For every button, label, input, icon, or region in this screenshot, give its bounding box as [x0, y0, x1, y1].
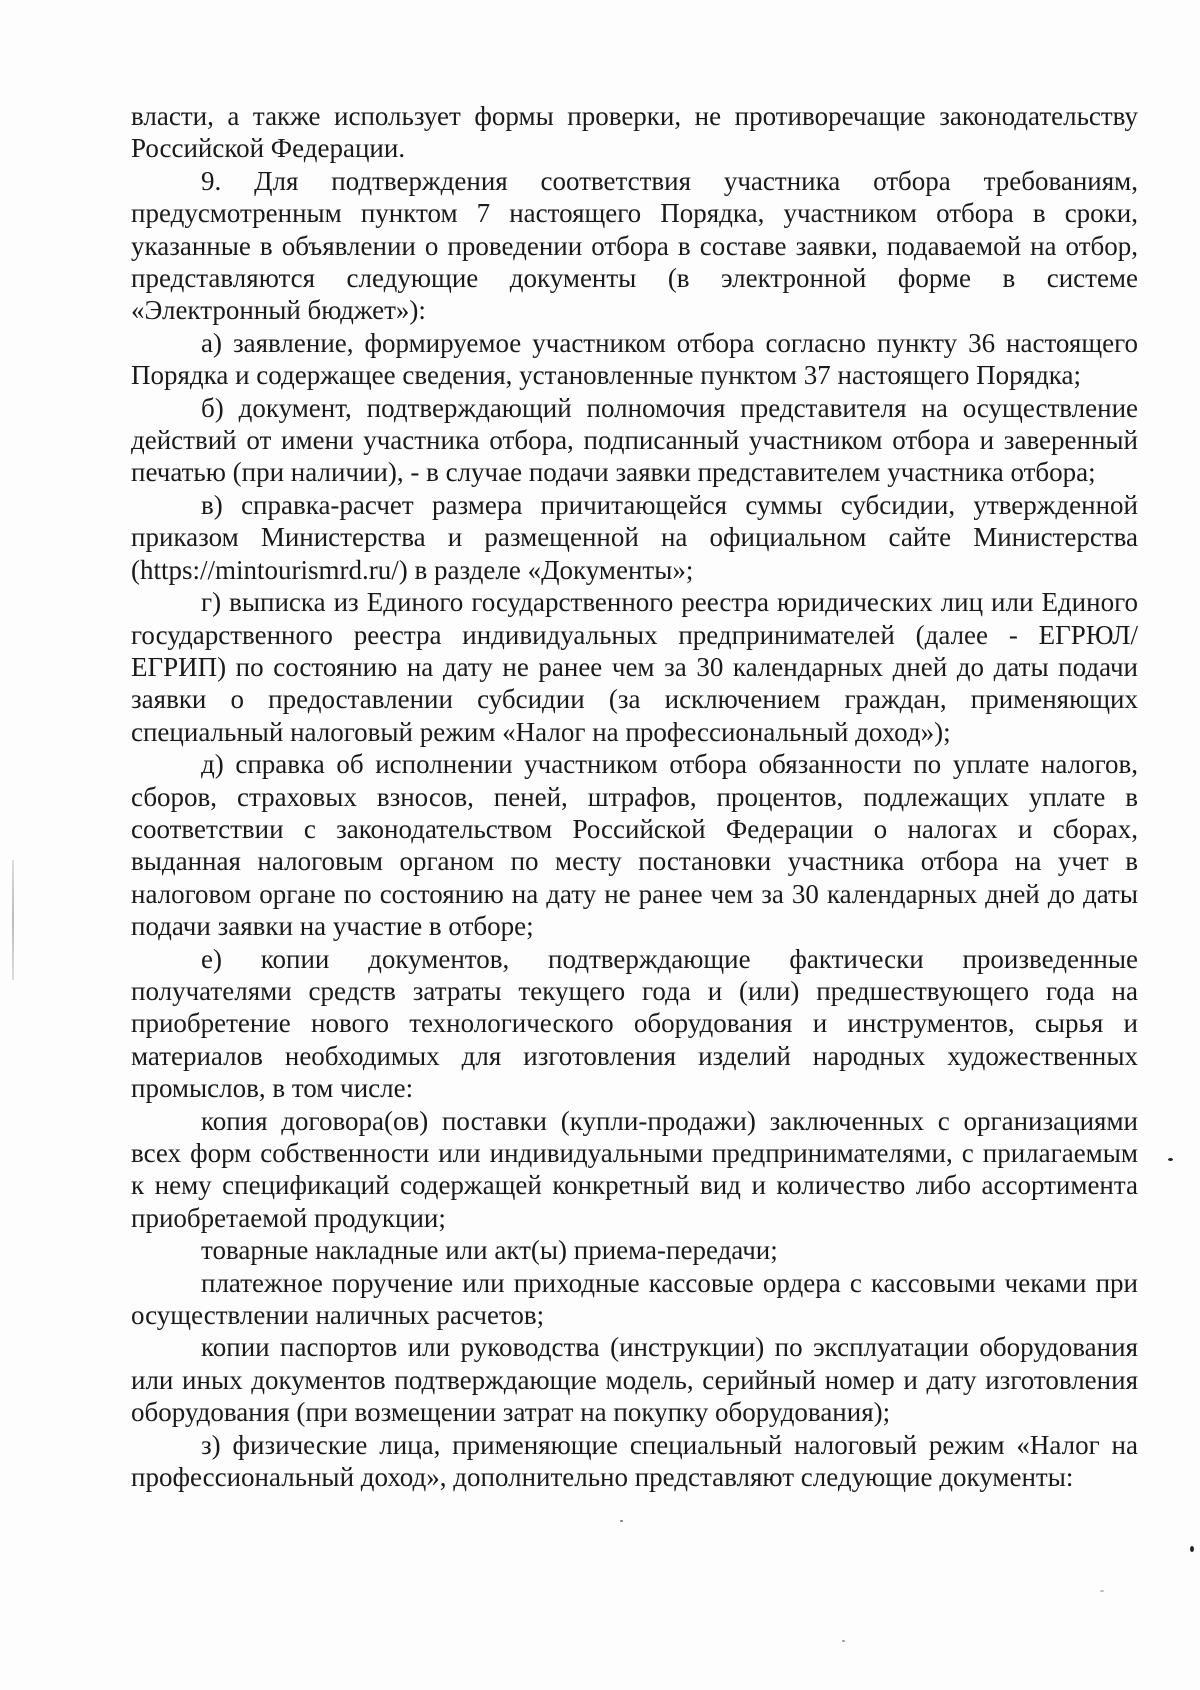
paragraph-subitem-invoices: товарные накладные или акт(ы) приема-передачи; [201, 1235, 778, 1266]
paragraph-item-b: б) документ, подтверждающий полномочия представителя на осуществление действий от имени участника отбора, подписанный участником отбора и заверенный печатью (при наличии), - в случае подачи заявки представителем участника отбора; [131, 392, 1138, 488]
paragraph-item-a: а) заявление, формируемое участником отбора согласно пункту 36 настоящего Порядка и содержащее сведения, установленные пунктом 37 настоящего Порядка; [131, 327, 1138, 391]
paragraph-item-g: г) выписка из Единого государственного реестра юридических лиц или Единого государственного реестра индивидуальных предпринимателей (далее - ЕГРЮЛ/ЕГРИП) по состоянию на дату не ранее чем за 30 календарных дней до даты подачи заявки о предоставлении субсидии (за исключением граждан, применяющих специальный налоговый режим «Налог на профессиональный доход»); [131, 587, 1138, 747]
document-body [131, 100, 1138, 1493]
paragraph-subitem-passports: копии паспортов или руководства (инструкции) по эксплуатации оборудования или иных документов подтверждающие модель, серийный номер и дату изготовления оборудования (при возмещении затрат на покупку оборудования); [131, 1332, 1138, 1428]
paragraph-item-d: д) справка об исполнении участником отбора обязанности по уплате налогов, сборов, страховых взносов, пеней, штрафов, процентов, подлежащих уплате в соответствии с законодательством Российской Федерации о налогах и сборах, выданная налоговым органом по месту постановки участника отбора на учет в налоговом органе по состоянию на дату не ранее чем за 30 календарных дней до даты подачи заявки на участие в отборе; [131, 749, 1138, 942]
scan-edge-line [12, 860, 14, 980]
scan-speck-mark [1100, 1590, 1104, 1592]
paragraph-item-z: з) физические лица, применяющие специальный налоговый режим «Налог на профессиональный доход», дополнительно представляют следующие документы: [131, 1429, 1138, 1493]
paragraph-item-9: 9. Для подтверждения соответствия участника отбора требованиям, предусмотренным пунктом 7 настоящего Порядка, участником отбора в сроки, указанные в объявлении о проведении отбора в составе заявки, подаваемой на отбор, представляются следующие документы (в электронной форме в системе «Электронный бюджет»): [131, 165, 1138, 326]
paragraph-subitem-payment: платежное поручение или приходные кассовые ордера с кассовыми чеками при осуществлении наличных расчетов; [131, 1267, 1138, 1331]
scan-speck-mark [620, 1520, 623, 1522]
paragraph-item-e: е) копии документов, подтверждающие фактически произведенные получателями средств затраты текущего года и (или) предшествующего года на приобретение нового технологического оборудования и инструментов, сырья и материалов необходимых для изготовления изделий народных художественных промыслов, в том числе: [131, 943, 1138, 1104]
paragraph-continuation: власти, а также использует формы проверки, не противоречащие законодательству Российской Федерации. [131, 101, 1138, 164]
paragraph-subitem-contract: копия договора(ов) поставки (купли-продажи) заключенных с организациями всех форм собственности или индивидуальными предпринимателями, с прилагаемым к нему спецификаций содержащей конкретный вид и количество либо ассортимента приобретаемой продукции; [131, 1105, 1138, 1233]
scan-speck-mark [1190, 1546, 1194, 1552]
scan-speck-mark [1168, 1158, 1173, 1161]
scan-speck-mark [842, 1640, 845, 1642]
paragraph-item-v: в) справка-расчет размера причитающейся суммы субсидии, утвержденной приказом Министерства и размещенной на официальном сайте Министерства (https://mintourismrd.ru/) в разделе «Документы»; [131, 489, 1138, 585]
